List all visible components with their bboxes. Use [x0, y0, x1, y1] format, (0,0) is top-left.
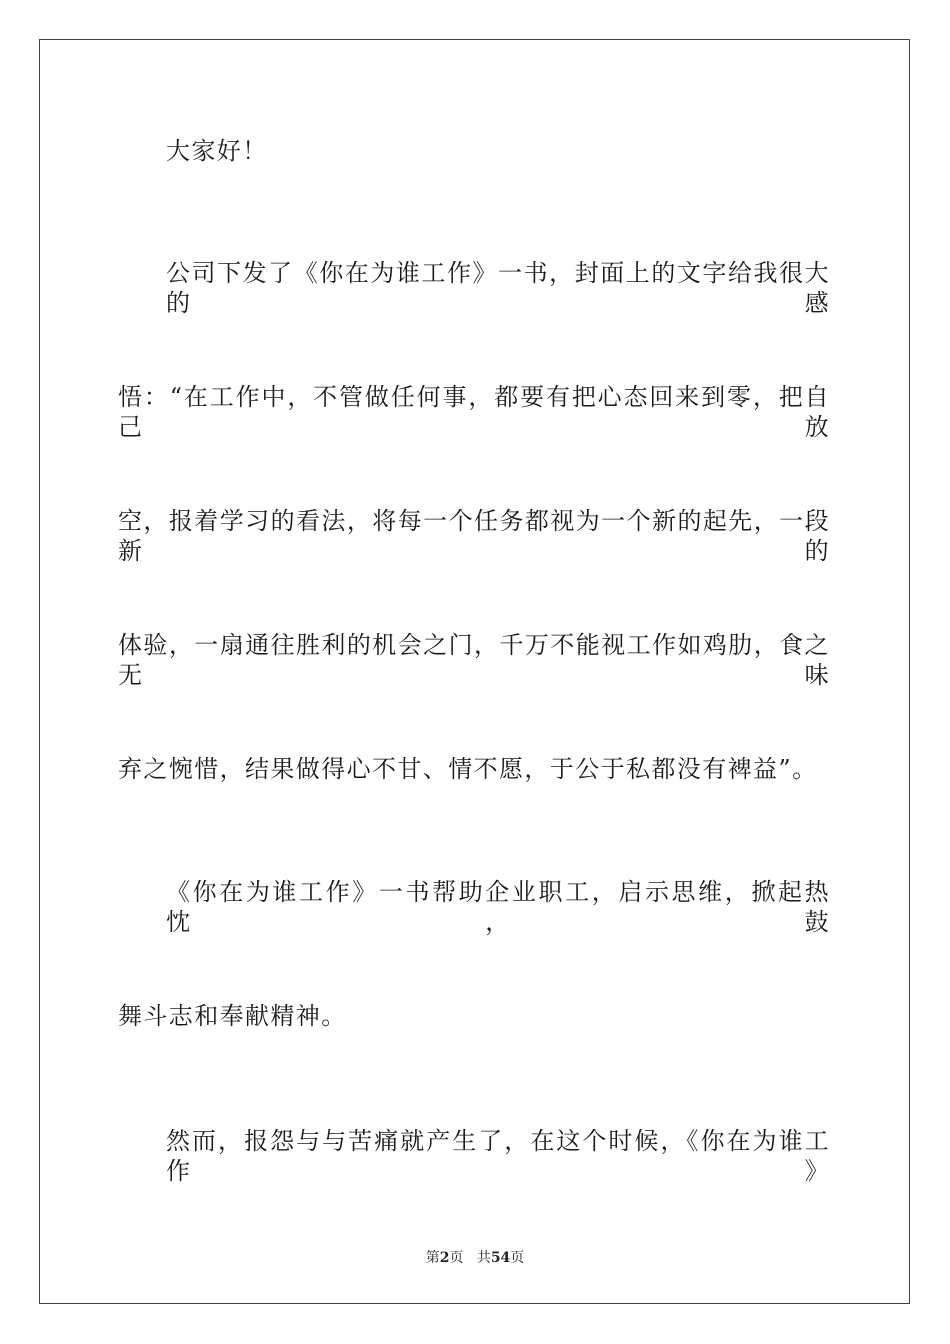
total-label-prefix: 共	[476, 1250, 491, 1266]
page-label-suffix: 页	[449, 1250, 464, 1266]
text-line-paragraph3-1: 然而，报怨与与苦痛就产生了，在这个时候，《你在为谁工作》	[166, 1127, 830, 1185]
total-label-suffix: 页	[510, 1250, 525, 1266]
text-line-paragraph1-4: 体验，一扇通往胜利的机会之门，千万不能视工作如鸡肋，食之无味	[118, 631, 830, 689]
text-line-paragraph1-5: 弃之惋惜，结果做得心不甘、情不愿，于公于私都没有裨益”。	[118, 755, 818, 783]
text-line-paragraph1-2: 悟：“在工作中，不管做任何事，都要有把心态回来到零，把自己放	[118, 383, 830, 441]
text-line-paragraph2-2: 舞斗志和奉献精神。	[118, 1002, 347, 1030]
page-footer	[0, 1247, 950, 1267]
page-number: 2	[439, 1250, 450, 1266]
text-line-greeting: 大家好！	[166, 137, 268, 165]
text-line-paragraph2-1: 《你在为谁工作》一书帮助企业职工，启示思维，掀起热忱，鼓	[166, 878, 830, 936]
text-line-paragraph1-1: 公司下发了《你在为谁工作》一书，封面上的文字给我很大的感	[166, 259, 830, 317]
text-line-paragraph1-3: 空，报着学习的看法，将每一个任务都视为一个新的起先，一段新的	[118, 507, 830, 565]
total-pages: 54	[490, 1250, 511, 1266]
page-label-prefix: 第	[425, 1250, 440, 1266]
